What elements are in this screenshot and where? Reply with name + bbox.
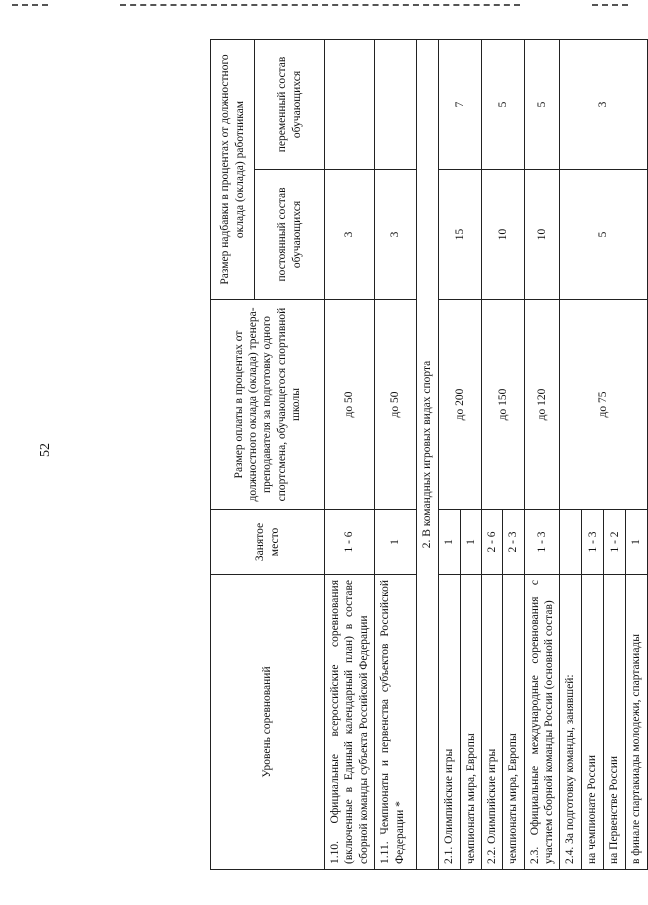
header-level: Уровень соревнований	[211, 575, 325, 870]
table-row	[481, 39, 502, 869]
table-row	[560, 39, 582, 869]
bonus-table	[210, 39, 648, 870]
level-cell: 1.10. Официальные всероссийские соревнования (включенные в Единый календарный план) в составе сборной команды субъекта Российской Федерации	[325, 575, 375, 870]
header-payment: Размер оплаты в процентах от должностного оклада (оклада) тренера-преподавателя за подготовку одного спортсмена, обучающегося спортивной школы	[211, 300, 325, 510]
page-number: 52	[38, 443, 53, 457]
permanent-cell: 3	[325, 170, 375, 300]
place-cell: 2 - 3	[503, 510, 524, 575]
crop-mark-right	[592, 4, 628, 6]
level-cell: 2.3. Официальные международные соревнования с участием сборной команды России (основной состав)	[524, 575, 560, 870]
place-cell: 1 - 3	[524, 510, 560, 575]
place-cell: 1 - 2	[604, 510, 626, 575]
variable-cell: 5	[524, 39, 560, 169]
place-cell: 2 - 6	[481, 510, 502, 575]
place-cell: 1 - 6	[325, 510, 375, 575]
place-cell: 1	[626, 510, 647, 575]
payment-cell: до 50	[375, 300, 417, 510]
table-row	[325, 39, 375, 869]
rotated-table-container	[210, 40, 643, 870]
header-variable: переменный состав обучающихся	[255, 39, 325, 169]
permanent-cell: 10	[481, 170, 524, 300]
level-cell: 2.2. Олимпийские игры	[481, 575, 502, 870]
place-cell	[560, 510, 582, 575]
variable-cell	[325, 39, 375, 169]
level-cell: чемпионаты мира, Европы	[503, 575, 524, 870]
table-row	[524, 39, 560, 869]
payment-cell: до 200	[439, 300, 482, 510]
payment-cell: до 75	[560, 300, 647, 510]
header-place: Занятое место	[211, 510, 325, 575]
level-cell: на Первенстве России	[604, 575, 626, 870]
place-cell: 1	[439, 510, 460, 575]
variable-cell	[375, 39, 417, 169]
payment-cell: до 150	[481, 300, 524, 510]
payment-cell: до 50	[325, 300, 375, 510]
permanent-cell: 3	[375, 170, 417, 300]
header-bonus: Размер надбавки в процентах от должностного оклада (оклада) работникам	[211, 39, 255, 299]
level-cell: чемпионаты мира, Европы	[460, 575, 481, 870]
variable-cell: 7	[439, 39, 482, 169]
level-cell: 2.1. Олимпийские игры	[439, 575, 460, 870]
place-cell: 1	[460, 510, 481, 575]
crop-mark-left	[12, 4, 48, 6]
level-cell: 1.11. Чемпионаты и первенства субъектов Российской Федерации *	[375, 575, 417, 870]
place-cell: 1 - 3	[582, 510, 604, 575]
place-cell: 1	[375, 510, 417, 575]
permanent-cell: 10	[524, 170, 560, 300]
payment-cell: до 120	[524, 300, 560, 510]
variable-cell: 5	[481, 39, 524, 169]
table-row	[439, 39, 460, 869]
permanent-cell: 15	[439, 170, 482, 300]
level-cell: на чемпионате России	[582, 575, 604, 870]
level-cell: в финале спартакиады молодежи, спартакиады	[626, 575, 647, 870]
crop-mark-center	[120, 4, 520, 6]
permanent-cell: 5	[560, 170, 647, 300]
level-cell: 2.4. За подготовку команды, занявшей:	[560, 575, 582, 870]
section-title: 2. В командных игровых видах спорта	[417, 39, 439, 869]
table-row	[375, 39, 417, 869]
variable-cell: 3	[560, 39, 647, 169]
header-permanent: постоянный состав обучающихся	[255, 170, 325, 300]
